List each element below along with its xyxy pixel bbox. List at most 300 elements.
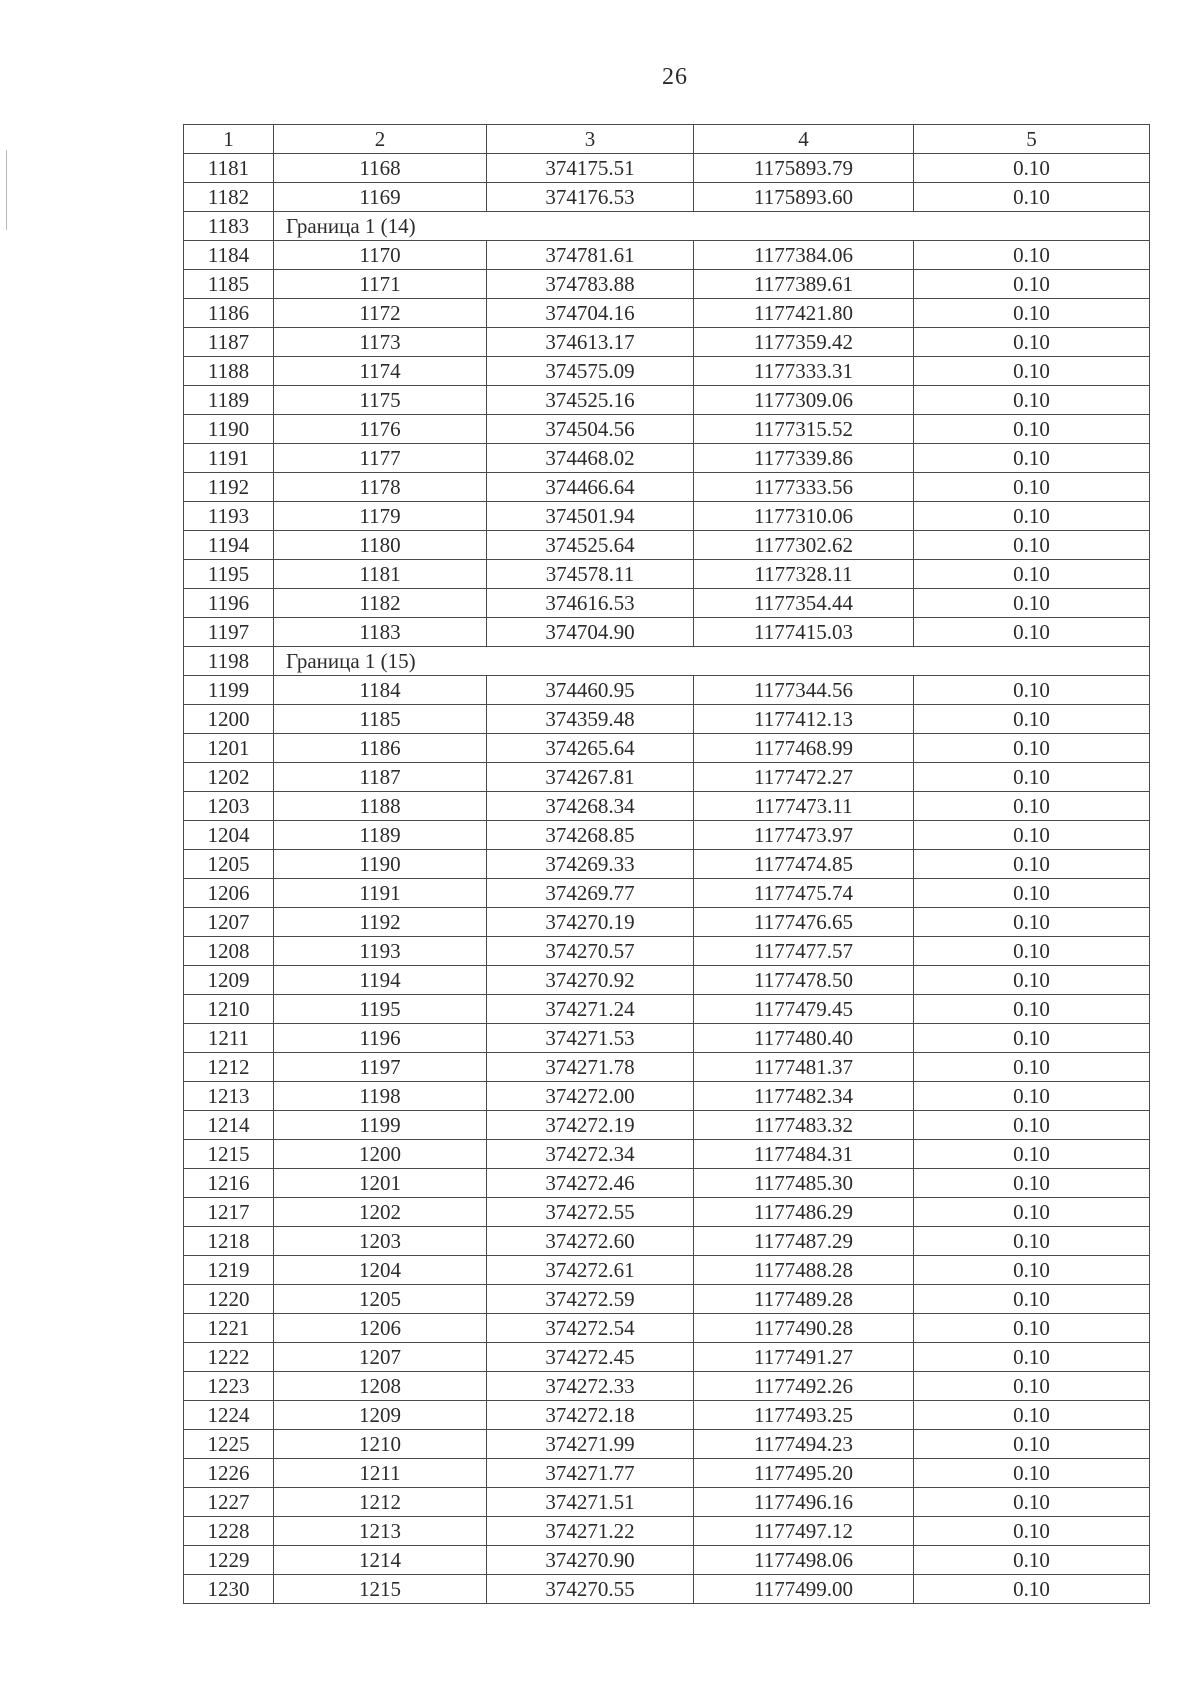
point-number-cell: 1204 <box>274 1256 487 1285</box>
table-row <box>184 1285 1150 1314</box>
y-coordinate-cell: 1177498.06 <box>694 1546 914 1575</box>
point-number-cell: 1175 <box>274 386 487 415</box>
point-number-cell: 1201 <box>274 1169 487 1198</box>
x-coordinate-cell: 374272.59 <box>487 1285 694 1314</box>
x-coordinate-cell: 374270.55 <box>487 1575 694 1604</box>
table-row <box>184 705 1150 734</box>
x-coordinate-cell: 374468.02 <box>487 444 694 473</box>
y-coordinate-cell: 1177310.06 <box>694 502 914 531</box>
x-coordinate-cell: 374525.64 <box>487 531 694 560</box>
row-number-cell: 1225 <box>184 1430 274 1459</box>
row-number-cell: 1182 <box>184 183 274 212</box>
point-number-cell: 1185 <box>274 705 487 734</box>
y-coordinate-cell: 1177491.27 <box>694 1343 914 1372</box>
x-coordinate-cell: 374272.19 <box>487 1111 694 1140</box>
point-number-cell: 1195 <box>274 995 487 1024</box>
y-coordinate-cell: 1177415.03 <box>694 618 914 647</box>
x-coordinate-cell: 374271.77 <box>487 1459 694 1488</box>
point-number-cell: 1179 <box>274 502 487 531</box>
point-number-cell: 1197 <box>274 1053 487 1082</box>
x-coordinate-cell: 374267.81 <box>487 763 694 792</box>
y-coordinate-cell: 1177476.65 <box>694 908 914 937</box>
x-coordinate-cell: 374272.00 <box>487 1082 694 1111</box>
table-row <box>184 908 1150 937</box>
y-coordinate-cell: 1177496.16 <box>694 1488 914 1517</box>
point-number-cell: 1176 <box>274 415 487 444</box>
row-number-cell: 1223 <box>184 1372 274 1401</box>
table-row <box>184 1314 1150 1343</box>
y-coordinate-cell: 1177487.29 <box>694 1227 914 1256</box>
x-coordinate-cell: 374466.64 <box>487 473 694 502</box>
table-row <box>184 1024 1150 1053</box>
table-row <box>184 1401 1150 1430</box>
error-cell: 0.10 <box>914 1140 1150 1169</box>
y-coordinate-cell: 1177473.97 <box>694 821 914 850</box>
row-number-cell: 1197 <box>184 618 274 647</box>
table-row <box>184 995 1150 1024</box>
section-title-cell: Граница 1 (15) <box>274 647 1150 676</box>
y-coordinate-cell: 1177497.12 <box>694 1517 914 1546</box>
point-number-cell: 1168 <box>274 154 487 183</box>
y-coordinate-cell: 1177481.37 <box>694 1053 914 1082</box>
table-row <box>184 1227 1150 1256</box>
y-coordinate-cell: 1177473.11 <box>694 792 914 821</box>
row-number-cell: 1199 <box>184 676 274 705</box>
row-number-cell: 1214 <box>184 1111 274 1140</box>
row-number-cell: 1220 <box>184 1285 274 1314</box>
x-coordinate-cell: 374783.88 <box>487 270 694 299</box>
point-number-cell: 1181 <box>274 560 487 589</box>
row-number-cell: 1196 <box>184 589 274 618</box>
table-row <box>184 1430 1150 1459</box>
error-cell: 0.10 <box>914 1372 1150 1401</box>
row-number-cell: 1184 <box>184 241 274 270</box>
y-coordinate-cell: 1177479.45 <box>694 995 914 1024</box>
section-title-cell: Граница 1 (14) <box>274 212 1150 241</box>
error-cell: 0.10 <box>914 502 1150 531</box>
row-number-cell: 1193 <box>184 502 274 531</box>
row-number-cell: 1185 <box>184 270 274 299</box>
error-cell: 0.10 <box>914 386 1150 415</box>
error-cell: 0.10 <box>914 676 1150 705</box>
point-number-cell: 1194 <box>274 966 487 995</box>
row-number-cell: 1216 <box>184 1169 274 1198</box>
x-coordinate-cell: 374271.53 <box>487 1024 694 1053</box>
error-cell: 0.10 <box>914 299 1150 328</box>
coordinates-table <box>183 124 1150 1604</box>
row-number-cell: 1224 <box>184 1401 274 1430</box>
error-cell: 0.10 <box>914 357 1150 386</box>
x-coordinate-cell: 374271.78 <box>487 1053 694 1082</box>
y-coordinate-cell: 1177484.31 <box>694 1140 914 1169</box>
point-number-cell: 1213 <box>274 1517 487 1546</box>
y-coordinate-cell: 1177477.57 <box>694 937 914 966</box>
row-number-cell: 1202 <box>184 763 274 792</box>
header-cell-5: 5 <box>914 125 1150 154</box>
error-cell: 0.10 <box>914 1575 1150 1604</box>
table-row <box>184 1111 1150 1140</box>
table-row <box>184 1140 1150 1169</box>
row-number-cell: 1212 <box>184 1053 274 1082</box>
row-number-cell: 1208 <box>184 937 274 966</box>
point-number-cell: 1202 <box>274 1198 487 1227</box>
error-cell: 0.10 <box>914 1227 1150 1256</box>
table-row <box>184 1517 1150 1546</box>
point-number-cell: 1172 <box>274 299 487 328</box>
table-body <box>184 125 1150 1604</box>
row-number-cell: 1198 <box>184 647 274 676</box>
x-coordinate-cell: 374359.48 <box>487 705 694 734</box>
x-coordinate-cell: 374272.33 <box>487 1372 694 1401</box>
point-number-cell: 1206 <box>274 1314 487 1343</box>
y-coordinate-cell: 1177499.00 <box>694 1575 914 1604</box>
x-coordinate-cell: 374270.57 <box>487 937 694 966</box>
table-row <box>184 821 1150 850</box>
x-coordinate-cell: 374268.34 <box>487 792 694 821</box>
y-coordinate-cell: 1177482.34 <box>694 1082 914 1111</box>
table-row <box>184 154 1150 183</box>
table-row <box>184 1459 1150 1488</box>
row-number-cell: 1210 <box>184 995 274 1024</box>
error-cell: 0.10 <box>914 966 1150 995</box>
table-row <box>184 1372 1150 1401</box>
row-number-cell: 1192 <box>184 473 274 502</box>
error-cell: 0.10 <box>914 1024 1150 1053</box>
y-coordinate-cell: 1177309.06 <box>694 386 914 415</box>
x-coordinate-cell: 374578.11 <box>487 560 694 589</box>
row-number-cell: 1209 <box>184 966 274 995</box>
error-cell: 0.10 <box>914 734 1150 763</box>
table-row <box>184 734 1150 763</box>
x-coordinate-cell: 374271.22 <box>487 1517 694 1546</box>
y-coordinate-cell: 1177489.28 <box>694 1285 914 1314</box>
error-cell: 0.10 <box>914 1198 1150 1227</box>
error-cell: 0.10 <box>914 618 1150 647</box>
table-section-row <box>184 212 1150 241</box>
error-cell: 0.10 <box>914 879 1150 908</box>
point-number-cell: 1192 <box>274 908 487 937</box>
table-row <box>184 850 1150 879</box>
row-number-cell: 1226 <box>184 1459 274 1488</box>
row-number-cell: 1200 <box>184 705 274 734</box>
table-row <box>184 241 1150 270</box>
row-number-cell: 1187 <box>184 328 274 357</box>
point-number-cell: 1209 <box>274 1401 487 1430</box>
table-row <box>184 1575 1150 1604</box>
x-coordinate-cell: 374272.54 <box>487 1314 694 1343</box>
point-number-cell: 1174 <box>274 357 487 386</box>
row-number-cell: 1204 <box>184 821 274 850</box>
point-number-cell: 1173 <box>274 328 487 357</box>
table-row <box>184 937 1150 966</box>
error-cell: 0.10 <box>914 1053 1150 1082</box>
row-number-cell: 1188 <box>184 357 274 386</box>
y-coordinate-cell: 1177412.13 <box>694 705 914 734</box>
point-number-cell: 1196 <box>274 1024 487 1053</box>
x-coordinate-cell: 374575.09 <box>487 357 694 386</box>
point-number-cell: 1199 <box>274 1111 487 1140</box>
point-number-cell: 1177 <box>274 444 487 473</box>
error-cell: 0.10 <box>914 792 1150 821</box>
error-cell: 0.10 <box>914 850 1150 879</box>
point-number-cell: 1211 <box>274 1459 487 1488</box>
row-number-cell: 1215 <box>184 1140 274 1169</box>
point-number-cell: 1187 <box>274 763 487 792</box>
y-coordinate-cell: 1177328.11 <box>694 560 914 589</box>
table-row <box>184 415 1150 444</box>
error-cell: 0.10 <box>914 1169 1150 1198</box>
row-number-cell: 1227 <box>184 1488 274 1517</box>
point-number-cell: 1205 <box>274 1285 487 1314</box>
row-number-cell: 1221 <box>184 1314 274 1343</box>
table-row <box>184 1488 1150 1517</box>
error-cell: 0.10 <box>914 444 1150 473</box>
y-coordinate-cell: 1177474.85 <box>694 850 914 879</box>
table-row <box>184 763 1150 792</box>
y-coordinate-cell: 1177315.52 <box>694 415 914 444</box>
table-row <box>184 386 1150 415</box>
point-number-cell: 1170 <box>274 241 487 270</box>
x-coordinate-cell: 374271.51 <box>487 1488 694 1517</box>
y-coordinate-cell: 1177354.44 <box>694 589 914 618</box>
header-cell-2: 2 <box>274 125 487 154</box>
y-coordinate-cell: 1175893.79 <box>694 154 914 183</box>
error-cell: 0.10 <box>914 995 1150 1024</box>
table-row <box>184 299 1150 328</box>
x-coordinate-cell: 374269.77 <box>487 879 694 908</box>
point-number-cell: 1182 <box>274 589 487 618</box>
y-coordinate-cell: 1177333.56 <box>694 473 914 502</box>
y-coordinate-cell: 1177472.27 <box>694 763 914 792</box>
error-cell: 0.10 <box>914 589 1150 618</box>
table-row <box>184 444 1150 473</box>
table-row <box>184 531 1150 560</box>
error-cell: 0.10 <box>914 705 1150 734</box>
point-number-cell: 1200 <box>274 1140 487 1169</box>
row-number-cell: 1218 <box>184 1227 274 1256</box>
x-coordinate-cell: 374704.90 <box>487 618 694 647</box>
error-cell: 0.10 <box>914 415 1150 444</box>
page-number: 26 <box>662 64 688 90</box>
table-row <box>184 966 1150 995</box>
table-row <box>184 879 1150 908</box>
x-coordinate-cell: 374781.61 <box>487 241 694 270</box>
y-coordinate-cell: 1177495.20 <box>694 1459 914 1488</box>
y-coordinate-cell: 1177490.28 <box>694 1314 914 1343</box>
table-row <box>184 1256 1150 1285</box>
y-coordinate-cell: 1177384.06 <box>694 241 914 270</box>
table-row <box>184 589 1150 618</box>
y-coordinate-cell: 1177486.29 <box>694 1198 914 1227</box>
row-number-cell: 1203 <box>184 792 274 821</box>
error-cell: 0.10 <box>914 1459 1150 1488</box>
x-coordinate-cell: 374616.53 <box>487 589 694 618</box>
scan-margin-mark <box>6 150 7 230</box>
table-row <box>184 183 1150 212</box>
row-number-cell: 1189 <box>184 386 274 415</box>
x-coordinate-cell: 374270.92 <box>487 966 694 995</box>
point-number-cell: 1212 <box>274 1488 487 1517</box>
x-coordinate-cell: 374272.34 <box>487 1140 694 1169</box>
point-number-cell: 1191 <box>274 879 487 908</box>
y-coordinate-cell: 1177475.74 <box>694 879 914 908</box>
row-number-cell: 1206 <box>184 879 274 908</box>
x-coordinate-cell: 374504.56 <box>487 415 694 444</box>
x-coordinate-cell: 374704.16 <box>487 299 694 328</box>
row-number-cell: 1230 <box>184 1575 274 1604</box>
y-coordinate-cell: 1177333.31 <box>694 357 914 386</box>
point-number-cell: 1207 <box>274 1343 487 1372</box>
error-cell: 0.10 <box>914 1082 1150 1111</box>
error-cell: 0.10 <box>914 908 1150 937</box>
point-number-cell: 1193 <box>274 937 487 966</box>
table-row <box>184 1082 1150 1111</box>
y-coordinate-cell: 1177339.86 <box>694 444 914 473</box>
table-row <box>184 1169 1150 1198</box>
row-number-cell: 1222 <box>184 1343 274 1372</box>
point-number-cell: 1190 <box>274 850 487 879</box>
x-coordinate-cell: 374501.94 <box>487 502 694 531</box>
y-coordinate-cell: 1175893.60 <box>694 183 914 212</box>
y-coordinate-cell: 1177389.61 <box>694 270 914 299</box>
table-row <box>184 328 1150 357</box>
table-row <box>184 1546 1150 1575</box>
error-cell: 0.10 <box>914 1314 1150 1343</box>
row-number-cell: 1195 <box>184 560 274 589</box>
row-number-cell: 1211 <box>184 1024 274 1053</box>
point-number-cell: 1180 <box>274 531 487 560</box>
x-coordinate-cell: 374613.17 <box>487 328 694 357</box>
point-number-cell: 1186 <box>274 734 487 763</box>
error-cell: 0.10 <box>914 1546 1150 1575</box>
error-cell: 0.10 <box>914 1111 1150 1140</box>
y-coordinate-cell: 1177344.56 <box>694 676 914 705</box>
table-header-row <box>184 125 1150 154</box>
row-number-cell: 1213 <box>184 1082 274 1111</box>
error-cell: 0.10 <box>914 560 1150 589</box>
x-coordinate-cell: 374272.55 <box>487 1198 694 1227</box>
row-number-cell: 1228 <box>184 1517 274 1546</box>
point-number-cell: 1178 <box>274 473 487 502</box>
table-row <box>184 357 1150 386</box>
y-coordinate-cell: 1177483.32 <box>694 1111 914 1140</box>
error-cell: 0.10 <box>914 328 1150 357</box>
row-number-cell: 1191 <box>184 444 274 473</box>
table-row <box>184 676 1150 705</box>
point-number-cell: 1215 <box>274 1575 487 1604</box>
row-number-cell: 1194 <box>184 531 274 560</box>
x-coordinate-cell: 374268.85 <box>487 821 694 850</box>
error-cell: 0.10 <box>914 241 1150 270</box>
table-row <box>184 502 1150 531</box>
x-coordinate-cell: 374175.51 <box>487 154 694 183</box>
row-number-cell: 1181 <box>184 154 274 183</box>
x-coordinate-cell: 374271.99 <box>487 1430 694 1459</box>
x-coordinate-cell: 374272.61 <box>487 1256 694 1285</box>
y-coordinate-cell: 1177480.40 <box>694 1024 914 1053</box>
x-coordinate-cell: 374270.19 <box>487 908 694 937</box>
point-number-cell: 1184 <box>274 676 487 705</box>
table-row <box>184 792 1150 821</box>
point-number-cell: 1189 <box>274 821 487 850</box>
row-number-cell: 1205 <box>184 850 274 879</box>
x-coordinate-cell: 374272.18 <box>487 1401 694 1430</box>
error-cell: 0.10 <box>914 1517 1150 1546</box>
header-cell-1: 1 <box>184 125 274 154</box>
point-number-cell: 1198 <box>274 1082 487 1111</box>
row-number-cell: 1186 <box>184 299 274 328</box>
table-row <box>184 560 1150 589</box>
table-row <box>184 1343 1150 1372</box>
x-coordinate-cell: 374272.45 <box>487 1343 694 1372</box>
y-coordinate-cell: 1177359.42 <box>694 328 914 357</box>
table-row <box>184 1053 1150 1082</box>
y-coordinate-cell: 1177493.25 <box>694 1401 914 1430</box>
y-coordinate-cell: 1177492.26 <box>694 1372 914 1401</box>
point-number-cell: 1214 <box>274 1546 487 1575</box>
error-cell: 0.10 <box>914 763 1150 792</box>
y-coordinate-cell: 1177485.30 <box>694 1169 914 1198</box>
row-number-cell: 1207 <box>184 908 274 937</box>
row-number-cell: 1190 <box>184 415 274 444</box>
y-coordinate-cell: 1177468.99 <box>694 734 914 763</box>
error-cell: 0.10 <box>914 1430 1150 1459</box>
table-row <box>184 270 1150 299</box>
point-number-cell: 1208 <box>274 1372 487 1401</box>
row-number-cell: 1183 <box>184 212 274 241</box>
error-cell: 0.10 <box>914 183 1150 212</box>
point-number-cell: 1188 <box>274 792 487 821</box>
x-coordinate-cell: 374265.64 <box>487 734 694 763</box>
point-number-cell: 1183 <box>274 618 487 647</box>
error-cell: 0.10 <box>914 821 1150 850</box>
error-cell: 0.10 <box>914 1488 1150 1517</box>
error-cell: 0.10 <box>914 473 1150 502</box>
error-cell: 0.10 <box>914 1256 1150 1285</box>
header-cell-4: 4 <box>694 125 914 154</box>
y-coordinate-cell: 1177302.62 <box>694 531 914 560</box>
table-row <box>184 1198 1150 1227</box>
error-cell: 0.10 <box>914 1401 1150 1430</box>
error-cell: 0.10 <box>914 270 1150 299</box>
point-number-cell: 1171 <box>274 270 487 299</box>
x-coordinate-cell: 374271.24 <box>487 995 694 1024</box>
table-row <box>184 618 1150 647</box>
row-number-cell: 1201 <box>184 734 274 763</box>
x-coordinate-cell: 374176.53 <box>487 183 694 212</box>
y-coordinate-cell: 1177494.23 <box>694 1430 914 1459</box>
row-number-cell: 1217 <box>184 1198 274 1227</box>
row-number-cell: 1219 <box>184 1256 274 1285</box>
x-coordinate-cell: 374460.95 <box>487 676 694 705</box>
y-coordinate-cell: 1177421.80 <box>694 299 914 328</box>
point-number-cell: 1210 <box>274 1430 487 1459</box>
x-coordinate-cell: 374270.90 <box>487 1546 694 1575</box>
y-coordinate-cell: 1177478.50 <box>694 966 914 995</box>
y-coordinate-cell: 1177488.28 <box>694 1256 914 1285</box>
table-row <box>184 473 1150 502</box>
point-number-cell: 1203 <box>274 1227 487 1256</box>
x-coordinate-cell: 374269.33 <box>487 850 694 879</box>
error-cell: 0.10 <box>914 937 1150 966</box>
row-number-cell: 1229 <box>184 1546 274 1575</box>
point-number-cell: 1169 <box>274 183 487 212</box>
error-cell: 0.10 <box>914 1343 1150 1372</box>
error-cell: 0.10 <box>914 1285 1150 1314</box>
x-coordinate-cell: 374272.46 <box>487 1169 694 1198</box>
x-coordinate-cell: 374525.16 <box>487 386 694 415</box>
header-cell-3: 3 <box>487 125 694 154</box>
